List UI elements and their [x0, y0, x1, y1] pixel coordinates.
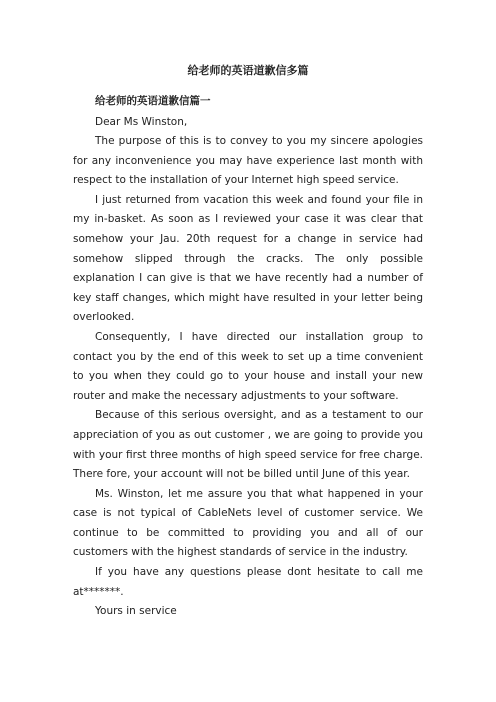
letter-paragraph: I just returned from vacation this week and found your file in my in-basket. As soon as I reviewed your case it was clear that somehow your Jau. 20th request for a change in service had somehow slipped through the cracks. The only possible explanation I can give is that we have recently had a number of key staff changes, which might have resulted in your letter being overlooked. — [73, 193, 423, 324]
document-title: 给老师的英语道歉信多篇 — [187, 64, 309, 77]
section-heading: 给老师的英语道歉信篇一 — [95, 95, 211, 107]
letter-paragraph: Ms. Winston, let me assure you that what happened in your case is not typical of CableNets level of customer service. We continue to be committed to providing you and all of our customers with the highest standards of service in the industry. — [73, 487, 423, 559]
letter-paragraph: The purpose of this is to convey to you my sincere apologies for any inconvenience you may have experience last month with respect to the installation of your Internet high speed service. — [73, 135, 423, 187]
letter-paragraph: Because of this serious oversight, and as a testament to our appreciation of you as out customer , we are going to provide you with your first three months of high speed service for free charge. There fore, your account will not be billed until June of this year. — [73, 409, 423, 481]
letter-paragraph: Consequently, I have directed our installation group to contact you by the end of this week to set up a time convenient to you when they could go to your house and install your new router and make the necessary adjustments to your software. — [73, 330, 423, 402]
letter-closing: Yours in service — [95, 605, 177, 618]
letter-paragraph: If you have any questions please dont hesitate to call me at*******. — [73, 566, 423, 598]
letter-salutation: Dear Ms Winston, — [95, 116, 188, 128]
